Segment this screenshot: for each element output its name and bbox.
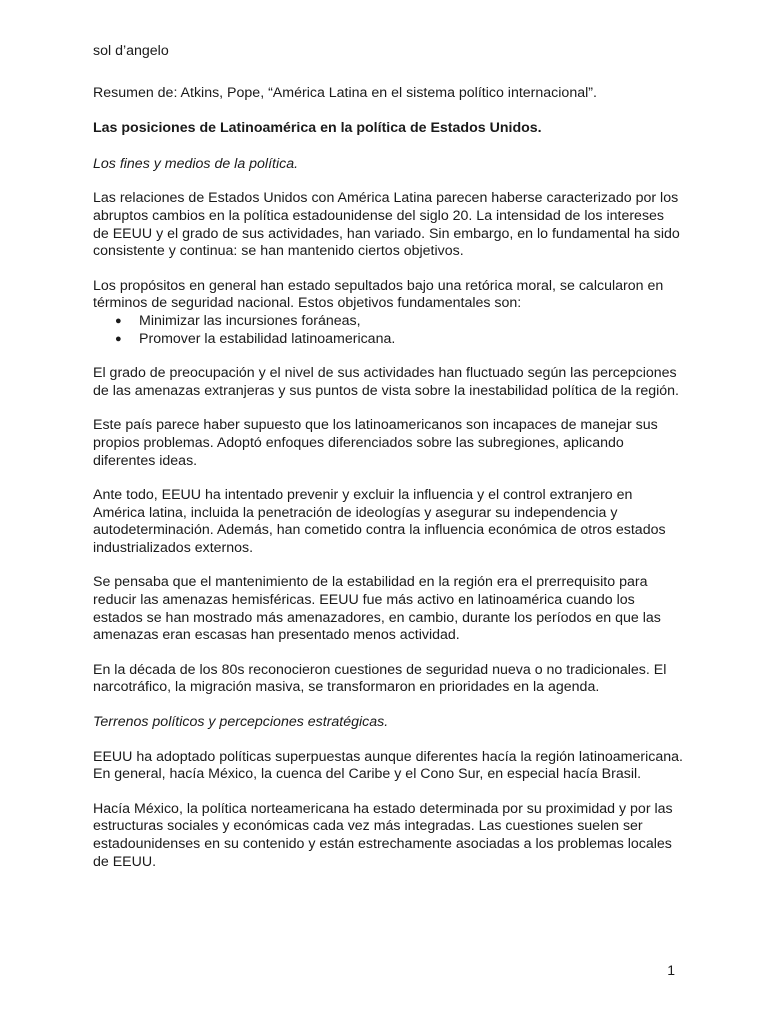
section-title-terrenos: Terrenos políticos y percepciones estratégicas. bbox=[93, 714, 389, 731]
list-item-text: Minimizar las incursiones foráneas, bbox=[139, 312, 361, 329]
list-item-text: Promover la estabilidad latinoamericana. bbox=[139, 330, 396, 347]
document-body bbox=[93, 43, 683, 888]
document-heading: Las posiciones de Latinoamérica en la política de Estados Unidos. bbox=[93, 120, 542, 137]
paragraph-9: Hacía México, la política norteamericana ha estado determinada por su proximidad y por las estructuras sociales y económicas cada vez más integradas. Las cuestiones suelen ser estadounidenses en su contenido y están estrechamente asociadas a los problemas locales de EEUU. bbox=[93, 800, 673, 870]
paragraph-2: Los propósitos en general han estado sepultados bajo una retórica moral, se calcularon en términos de seguridad nacional. Estos objetivos fundamentales son: bbox=[93, 277, 664, 312]
paragraph-5: Ante todo, EEUU ha intentado prevenir y excluir la influencia y el control extranjero en América latina, incluida la penetración de ideologías y asegurar su independencia y autodeterminación. Además, han cometido contra la influencia económica de otros estados industrializados externos. bbox=[93, 487, 666, 556]
objectives-list bbox=[93, 313, 683, 348]
bullet-icon: ● bbox=[115, 314, 122, 327]
paragraph-6: Se pensaba que el mantenimiento de la estabilidad en la región era el prerrequisito para reducir las amenazas hemisféricas. EEUU fue más activo en latinoamérica cuando los estados se han mostrado más amenazadores, en cambio, durante los períodos en que las amenazas eran escasas han presentado menos actividad. bbox=[93, 574, 661, 644]
section-title-fines: Los fines y medios de la política. bbox=[93, 155, 299, 172]
page-number: 1 bbox=[667, 962, 675, 978]
paragraph-3: El grado de preocupación y el nivel de sus actividades han fluctuado según las percepciones de las amenazas extranjeras y sus puntos de vista sobre la inestabilidad política de la región. bbox=[93, 365, 679, 399]
paragraph-4: Este país parece haber supuesto que los latinoamericanos son incapaces de manejar sus propios problemas. Adoptó enfoques diferenciados sobre las subregiones, aplicando diferentes ideas. bbox=[93, 417, 658, 469]
paragraph-7: En la década de los 80s reconocieron cuestiones de seguridad nueva o no tradicionales. El narcotráfico, la migración masiva, se transformaron en prioridades en la agenda. bbox=[93, 661, 667, 696]
paragraph-8: EEUU ha adoptado políticas superpuestas aunque diferentes hacía la región latinoamericana. En general, hacía México, la cuenca del Caribe y el Cono Sur, en especial hacía Brasil. bbox=[93, 748, 683, 783]
list-item bbox=[93, 331, 683, 349]
bullet-icon: ● bbox=[115, 332, 122, 345]
objectives-block bbox=[93, 278, 683, 348]
summary-reference: Resumen de: Atkins, Pope, “América Latina en el sistema político internacional”. bbox=[93, 84, 597, 101]
author-name: sol d’angelo bbox=[93, 43, 169, 59]
paragraph-1: Las relaciones de Estados Unidos con América Latina parecen haberse caracterizado por los abruptos cambios en la política estadounidense del siglo 20. La intensidad de los intereses de EEUU y el grado de sus actividades, han variado. Sin embargo, en lo fundamental ha sido consistente y continua: se han mantenido ciertos objetivos. bbox=[93, 190, 680, 260]
list-item bbox=[93, 313, 683, 331]
